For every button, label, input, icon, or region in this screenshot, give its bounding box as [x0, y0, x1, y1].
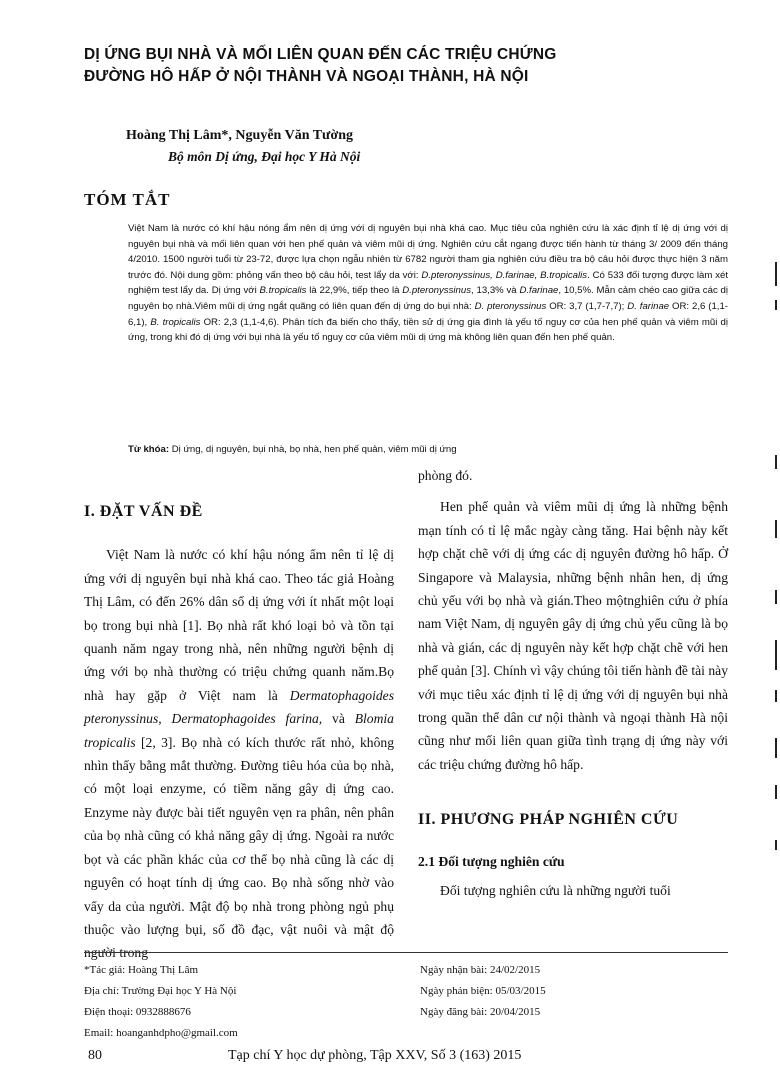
scan-mark	[775, 300, 777, 310]
author-email: Email: hoanganhdpho@gmail.com	[84, 1027, 238, 1039]
page-number: 80	[88, 1048, 102, 1063]
species-name: Dermatophagoides pteronyssinus, Dermatophagoides farina,	[84, 687, 394, 727]
abstract-text: Việt Nam là nước có khí hậu nóng ẩm nên dị ứng với dị nguyên bụi nhà khá cao. Mục tiêu của nghiên cứu là xác định tỉ lệ dị ứng với dị nguyên bụi nhà và mối liên quan với hen phế quản và viêm mũi dị ứng. Nghiên cứu cắt ngang được tiến hành từ tháng 3/ 2009 đến tháng 4/2010. 1500 người tuổi từ 23-72, được lựa chọn ngẫu nhiên từ 6782 người tham gia nghiên cứu điều tra bộ câu hỏi được thực hiện 3 năm trước đó. Nội dung gồm: phỏng vấn theo bộ câu hỏi, test lẩy da với:	[128, 223, 728, 281]
affiliation: Bộ môn Dị ứng, Đại học Y Hà Nội	[168, 149, 361, 164]
author-address: Địa chỉ: Trường Đại học Y Hà Nội	[84, 985, 237, 997]
species-name: D. pteronyssinus	[474, 300, 547, 312]
scan-mark	[775, 590, 777, 604]
abstract-body	[128, 221, 728, 346]
keywords-list: Dị ứng, dị nguyên, bụi nhà, bọ nhà, hen phế quản, viêm mũi dị ứng	[169, 444, 457, 455]
title-line-2: ĐƯỜNG HÔ HẤP Ở NỘI THÀNH VÀ NGOẠI THÀNH, HÀ NỘI	[84, 68, 529, 85]
abstract-text: , 13,3% và	[471, 285, 520, 297]
section-1-paragraph-1-continued: phòng đó.	[418, 468, 473, 483]
article-title	[84, 44, 704, 88]
abstract-text: . Có 533 đối tượng được làm xét nghiệm test lẩy da. Dị ứng với	[128, 269, 728, 297]
date-received: Ngày nhận bài: 24/02/2015	[420, 964, 541, 976]
scan-mark	[775, 738, 777, 758]
abstract-text: OR: 3,7 (1,7-7,7);	[546, 300, 628, 312]
journal-citation: Tạp chí Y học dự phòng, Tập XXV, Số 3 (163) 2015	[228, 1048, 522, 1063]
scan-mark	[775, 640, 777, 670]
paragraph-text: [2, 3]. Bọ nhà có kích thước rất nhỏ, không nhìn thấy bằng mắt thường. Đường tiêu hóa của bọ nhà, có một loại enzyme, có tiềm năng gây dị ứng cao. Enzyme này được bài tiết nguyên vẹn ra phân, nên phân của bọ nhà cũng có khả năng gây dị ứng. Ngoài ra nước bọt và các phần khác của cơ thể bọ nhà cũng là các dị nguyên có hoạt tính dị ứng cao. Bọ nhà sống nhờ vào vẩy da của người. Mật độ bọ nhà trong phòng ngủ phụ thuộc vào lượng bụi, số đồ đạc, vật nuôi và mật độ người trong	[84, 734, 394, 961]
abstract-text: OR: 2,3 (1,1-4,6). Phân tích đa biến cho thấy, tiền sử dị ứng gia đình là yếu tố nguy cơ của hen phế quản và viêm mũi dị ứng, trong khi đó dị ứng với bụi nhà là yếu tố nguy cơ của viêm mũi dị ứng mà không liên quan đến hen phế quản.	[128, 316, 728, 344]
scan-mark	[775, 785, 777, 799]
species-name: D.pteronyssinus	[402, 285, 472, 297]
section-1-paragraph-2: Hen phế quản và viêm mũi dị ứng là những bệnh mạn tính có tỉ lệ mắc ngày càng tăng. Hai bệnh này kết hợp chặt chẽ với dị ứng các dị nguyên đường hô hấp. Ở Singapore và Malaysia, những bệnh nhân hen, dị ứng chủ yếu với bọ nhà và gián.Theo mộtnghiên cứu ở phía nam Việt Nam, dị nguyên gây dị ứng chủ yếu cũng là bọ nhà và gián, các dị nguyên này kết hợp chặt chẽ với hen phế quản [3]. Chính vì vậy chúng tôi tiến hành đề tài này với mục tiêu xác định tỉ lệ dị ứng với dị nguyên bụi nhà trong quần thể dân cư nội thành và ngoại thành Hà nội cũng như mối liên quan giữa tình trạng dị ứng này với các triệu chứng đường hô hấp.	[418, 499, 728, 772]
footnote-divider	[84, 952, 728, 953]
keywords-label: Từ khóa:	[128, 444, 170, 455]
section-1-heading: I. ĐẶT VẤN ĐỀ	[84, 503, 203, 520]
abstract-text: là 22,9%, tiếp theo là	[306, 285, 403, 297]
title-line-1: DỊ ỨNG BỤI NHÀ VÀ MỐI LIÊN QUAN ĐẾN CÁC TRIỆU CHỨNG	[84, 46, 557, 63]
scan-mark	[775, 262, 777, 286]
author-footnote	[84, 960, 394, 1044]
corresponding-author: *Tác giả: Hoàng Thị Lâm	[84, 964, 199, 976]
date-reviewed: Ngày phản biện: 05/03/2015	[420, 985, 546, 997]
article-dates	[420, 960, 720, 1023]
species-name: Blomia tropicalis	[84, 711, 394, 750]
species-name: B.tropicalis	[259, 285, 307, 297]
species-name: B. tropicalis	[150, 316, 201, 328]
paragraph-text: Việt Nam là nước có khí hậu nóng ẩm nên tỉ lệ dị ứng với dị nguyên bụi nhà khá cao. Theo tác giả Hoàng Thị Lâm, có đến 26% dân số dị ứng với ít nhất một loại bọ trong bụi nhà [1]. Bọ nhà rất khó loại bỏ và tồn tại quanh năm ngay trong nhà, nên những người bệnh dị ứng với bọ nhà thường có triệu chứng quanh năm.Bọ nhà hay gặp ở Việt nam là	[84, 547, 394, 703]
abstract-heading: TÓM TẮT	[84, 190, 171, 209]
scan-mark	[775, 840, 777, 850]
keywords	[128, 444, 728, 455]
scan-mark	[775, 455, 777, 469]
abstract-text: OR: 2,6 (1,1-6,1),	[128, 300, 728, 328]
left-column	[84, 500, 394, 965]
species-name: D.pteronyssinus, D.farinae, B.tropicalis	[421, 269, 588, 281]
section-2-paragraph-1: Đối tượng nghiên cứu là những người tuổi	[440, 883, 671, 899]
subsection-2-1-heading: 2.1 Đối tượng nghiên cứu	[418, 853, 565, 869]
scan-mark	[775, 520, 777, 538]
right-column	[418, 464, 728, 903]
scan-mark	[775, 690, 777, 702]
section-2-heading: II. PHƯƠNG PHÁP NGHIÊN CỨU	[418, 811, 679, 829]
author-list: Hoàng Thị Lâm*, Nguyễn Văn Tường	[126, 128, 354, 143]
paragraph-text: và	[322, 711, 355, 727]
abstract-text: , 10,5%. Mẫn cảm chéo cao giữa các dị nguyên bọ nhà.Viêm mũi dị ứng ngắt quãng có liên quan đến dị ứng do bụi nhà:	[128, 285, 729, 312]
species-name: D.farinae	[519, 285, 559, 297]
author-phone: Điện thoại: 0932888676	[84, 1006, 191, 1018]
scan-edge-artifact	[768, 0, 780, 1088]
date-accepted: Ngày đăng bài: 20/04/2015	[420, 1006, 541, 1018]
species-name: D. farinae	[627, 300, 670, 312]
section-1-paragraph-1	[84, 543, 394, 964]
